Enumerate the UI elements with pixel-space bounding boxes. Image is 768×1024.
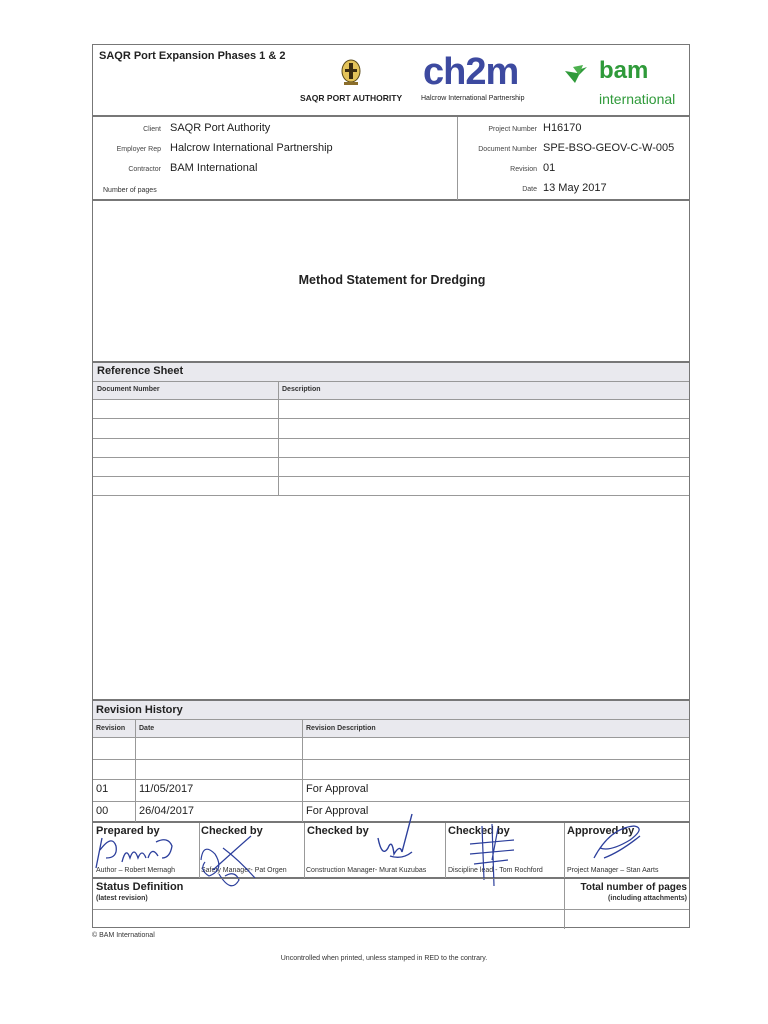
col-revision: Revision: [96, 725, 126, 732]
project-number-label: Project Number: [488, 126, 537, 133]
project-number-value: H16170: [543, 122, 582, 134]
header-block: [92, 44, 690, 116]
status-block: [92, 878, 690, 928]
saqr-logo-text: SAQR PORT AUTHORITY: [300, 93, 403, 103]
reference-sheet: [92, 362, 690, 700]
construction-manager-signature-icon: [372, 808, 422, 864]
bam-logo-text: bam: [599, 57, 649, 84]
revision-row-3-desc: For Approval: [306, 783, 369, 795]
saqr-emblem-icon: [339, 57, 363, 87]
details-block: [92, 116, 690, 200]
col-description: Description: [282, 386, 321, 393]
client-value: SAQR Port Authority: [170, 122, 271, 134]
title-block: [92, 200, 690, 362]
contractor-value: BAM International: [170, 162, 258, 174]
checked-by-2-heading: Checked by: [307, 825, 369, 837]
revision-row-4-date: 26/04/2017: [139, 805, 195, 817]
client-label: Client: [143, 126, 161, 133]
col-revision-description: Revision Description: [306, 725, 376, 732]
date-label: Date: [522, 186, 537, 193]
revision-history: [92, 700, 690, 822]
reference-sheet-heading: Reference Sheet: [97, 365, 184, 377]
revision-history-heading: Revision History: [96, 704, 183, 716]
construction-manager-name: Construction Manager- Murat Kuzubas: [306, 867, 427, 874]
employer-label: Employer Rep: [116, 146, 161, 153]
revision-row-4-rev: 00: [96, 805, 109, 817]
document-number-label: Document Number: [478, 146, 537, 153]
checked-by-1-heading: Checked by: [201, 825, 263, 837]
revision-label: Revision: [510, 166, 537, 173]
revision-row-3-rev: 01: [96, 783, 109, 795]
bam-bird-icon: [563, 63, 597, 87]
status-definition-heading: Status Definition: [96, 881, 184, 893]
col-date: Date: [139, 725, 155, 732]
employer-value: Halcrow International Partnership: [170, 142, 333, 154]
author-name: Author – Robert Mernagh: [96, 867, 175, 874]
discipline-lead-name: Discipline lead - Tom Rochford: [448, 867, 543, 874]
revision-row-3-date: 11/05/2017: [139, 783, 194, 795]
document-number-value: SPE-BSO-GEOV-C-W-005: [543, 142, 675, 154]
total-pages-sub: (including attachments): [608, 895, 687, 902]
disclaimer-text: Uncontrolled when printed, unless stamped in RED to the contrary.: [280, 955, 488, 962]
date-value: 13 May 2017: [543, 182, 607, 194]
safety-manager-name: Safety Manager- Pat Orgen: [201, 867, 287, 874]
project-title: SAQR Port Expansion Phases 1 & 2: [99, 50, 286, 62]
document-title: Method Statement for Dredging: [298, 273, 486, 287]
total-pages-heading: Total number of pages: [580, 882, 687, 893]
bam-logo-subtext: international: [599, 91, 676, 107]
checked-by-3-heading: Checked by: [448, 825, 510, 837]
project-manager-name: Project Manager – Stan Aarts: [567, 867, 659, 874]
col-document-number: Document Number: [97, 386, 160, 393]
copyright-text: © BAM International: [92, 932, 155, 939]
revision-row-4-desc: For Approval: [306, 805, 369, 817]
pages-label: Number of pages: [103, 187, 157, 194]
project-manager-signature-icon: [590, 818, 650, 864]
contractor-label: Contractor: [128, 166, 161, 173]
approved-by-heading: Approved by: [567, 825, 635, 837]
prepared-by-heading: Prepared by: [96, 825, 160, 837]
author-signature-icon: [92, 828, 202, 872]
status-definition-sub: (latest revision): [96, 895, 148, 902]
ch2m-logo: ch2m: [423, 51, 519, 93]
ch2m-tagline: Halcrow International Partnership: [421, 95, 525, 102]
revision-value: 01: [543, 162, 556, 174]
